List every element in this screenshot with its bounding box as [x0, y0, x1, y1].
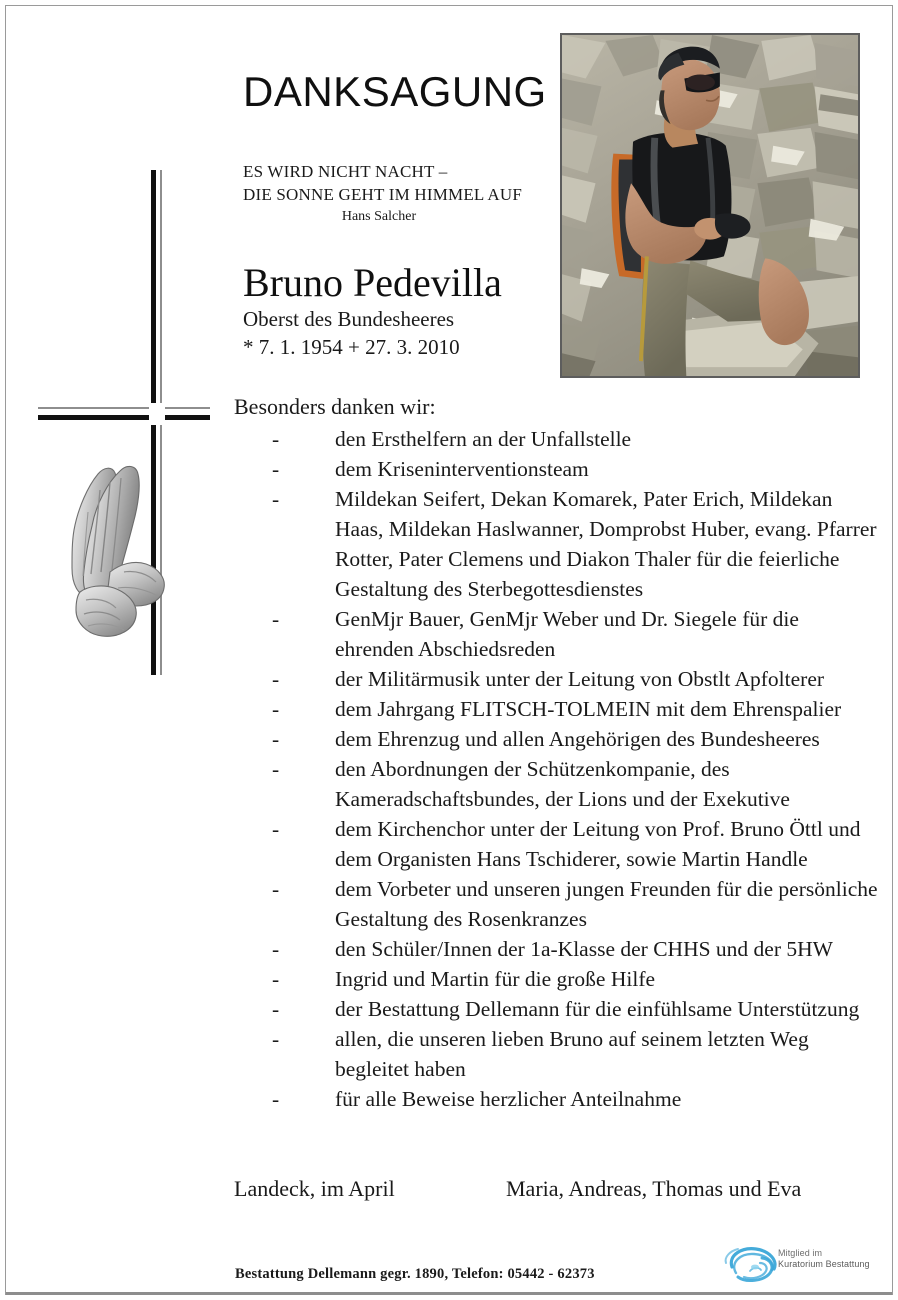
deceased-details: [243, 260, 563, 361]
thanks-bullet: -: [272, 457, 280, 481]
thanks-item-text: dem Kirchenchor unter der Leitung von Prof. Bruno Öttl und dem Organisten Hans Tschiderer, sowie Martin Handle: [335, 817, 861, 871]
thanks-bullet: -: [272, 817, 280, 841]
thanks-list-item: [234, 424, 882, 454]
thanks-bullet: -: [272, 1087, 280, 1111]
thanks-list-item: [234, 934, 882, 964]
thanks-item-text: dem Kriseninterventionsteam: [335, 457, 589, 481]
thanks-item-text: allen, die unseren lieben Bruno auf seinem letzten Weg begleitet haben: [335, 1027, 809, 1081]
portrait-photo: [560, 33, 860, 378]
thanks-item-text: für alle Beweise herzlicher Anteilnahme: [335, 1087, 682, 1111]
thanks-list-item: [234, 724, 882, 754]
thanks-item-text: den Abordnungen der Schützenkompanie, des Kameradschaftsbundes, der Lions und der Exekutive: [335, 757, 790, 811]
thanks-item-text: der Bestattung Dellemann für die einfühlsame Unterstützung: [335, 997, 860, 1021]
thanks-item-text: Mildekan Seifert, Dekan Komarek, Pater Erich, Mildekan Haas, Mildekan Haslwanner, Domprobst Huber, evang. Pfarrer Rotter, Pater Clemens und Diakon Thaler für die feierliche Gestaltung des Sterbegottesdienstes: [335, 487, 877, 601]
thanks-bullet: -: [272, 607, 280, 631]
thanks-intro: Besonders danken wir:: [234, 394, 436, 419]
thanks-item-text: dem Ehrenzug und allen Angehörigen des Bundesheeres: [335, 727, 820, 751]
thanks-bullet: -: [272, 697, 280, 721]
kuratorium-logo: [722, 1243, 878, 1287]
thanks-list-item: [234, 874, 882, 934]
cross-center-notch: [149, 403, 165, 425]
thanks-list-item: [234, 964, 882, 994]
thanks-item-text: GenMjr Bauer, GenMjr Weber und Dr. Siegele für die ehrenden Abschiedsreden: [335, 607, 799, 661]
thanks-bullet: -: [272, 427, 280, 451]
deceased-dates: * 7. 1. 1954 + 27. 3. 2010: [243, 335, 460, 359]
thanks-bullet: -: [272, 1027, 280, 1051]
thanks-list-item: [234, 604, 882, 664]
thanks-bullet: -: [272, 877, 280, 901]
thanks-list-item: [234, 994, 882, 1024]
thanks-list-item: [234, 664, 882, 694]
portrait-photo-image: [562, 35, 858, 376]
cross-with-praying-hands: [30, 160, 220, 685]
thanks-list-item: [234, 484, 882, 604]
cross-horizontal-accent: [38, 407, 210, 409]
thanks-bullet: -: [272, 937, 280, 961]
thanks-list-item: [234, 454, 882, 484]
thanks-list-item: [234, 1084, 882, 1114]
deceased-role: Oberst des Bundesheeres: [243, 307, 455, 331]
kuratorium-logo-line1: Mitglied im: [778, 1248, 823, 1258]
closing-family: Maria, Andreas, Thomas und Eva: [506, 1176, 802, 1201]
thanks-item-text: Ingrid und Martin für die große Hilfe: [335, 967, 656, 991]
thanks-item-text: den Schüler/Innen der 1a-Klasse der CHHS und der 5HW: [335, 937, 833, 961]
thanks-list-item: [234, 1024, 882, 1084]
thanks-list-item: [234, 754, 882, 814]
footer-divider: [6, 1292, 892, 1295]
thanks-bullet: -: [272, 997, 280, 1021]
page-title: DANKSAGUNG: [243, 68, 547, 115]
thanks-bullet: -: [272, 667, 280, 691]
thanks-bullet: -: [272, 757, 280, 781]
praying-hands-icon: [58, 460, 190, 655]
thanks-item-text: dem Jahrgang FLITSCH-TOLMEIN mit dem Ehrenspalier: [335, 697, 842, 721]
footer-text: Bestattung Dellemann gegr. 1890, Telefon: 05442 - 62373: [235, 1266, 595, 1282]
thanks-list-item: [234, 694, 882, 724]
kuratorium-logo-line2: Kuratorium Bestattung: [778, 1259, 870, 1269]
deceased-name: Bruno Pedevilla: [243, 260, 502, 305]
thanks-bullet: -: [272, 487, 280, 511]
thanks-item-text: den Ersthelfern an der Unfallstelle: [335, 427, 632, 451]
verse-line-1: ES WIRD NICHT NACHT –: [243, 162, 448, 181]
verse-line-2: DIE SONNE GEHT IM HIMMEL AUF: [243, 185, 523, 204]
memorial-verse: [243, 160, 543, 227]
kuratorium-logo-text: [778, 1248, 878, 1270]
thanks-item-text: dem Vorbeter und unseren jungen Freunden für die persönliche Gestaltung des Rosenkranzes: [335, 877, 878, 931]
thanks-item-text: der Militärmusik unter der Leitung von Obstlt Apfolterer: [335, 667, 825, 691]
verse-author: Hans Salcher: [341, 209, 417, 224]
thanks-list: [234, 424, 882, 1114]
closing-place: Landeck, im April: [234, 1176, 395, 1201]
cross-horizontal-bar: [38, 415, 210, 420]
thanks-list-item: [234, 814, 882, 874]
thanks-bullet: -: [272, 967, 280, 991]
thanks-bullet: -: [272, 727, 280, 751]
